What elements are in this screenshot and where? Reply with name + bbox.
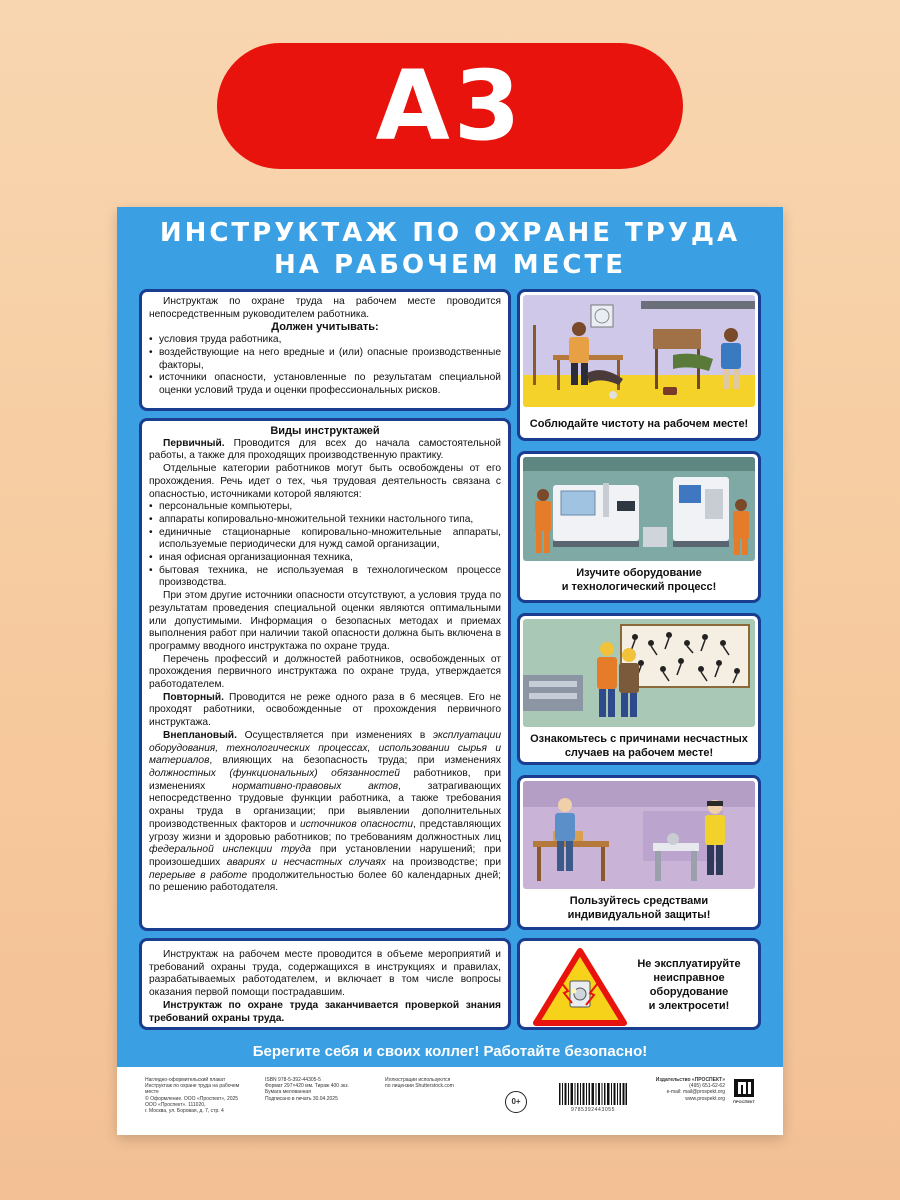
intro-list-item: • условия труда работника, [149,334,501,347]
exempt-list-item: • бытовая техника, не используемая в технологическом процессе производства. [149,565,501,590]
unplanned-text: на производстве; при [386,856,502,868]
format-badge [217,43,683,169]
format-badge-text: А3 [375,50,525,162]
warning-line: Не эксплуатируйте [637,958,741,970]
footer-line: месте [145,1089,159,1096]
accidents-caption [520,732,758,760]
exempt-list-item: • единичные стационарные копировально-множительные аппараты, используемые периодически для нужд самой организации, [149,527,501,552]
accidents-illustration [523,619,755,727]
repeat-text: Проводится не реже одного раза в 6 месяцев. Его не проходят работники, освобожденные от прохождения первичного инструктажа. [149,691,501,729]
poster-title-line1: ИНСТРУКТАЖ ПО ОХРАНЕ ТРУДА [159,218,741,248]
intro-paragraph: Инструктаж по охране труда на рабочем месте проводится непосредственным руководителем работника. [149,296,501,320]
equipment-illustration [523,457,755,561]
exempt-list-item: • персональные компьютеры, [149,501,501,514]
summary-paragraph: Инструктаж на рабочем месте проводится в объеме мероприятий и требований охраны труда, содержащихся в инструкциях и правилах, разрабатываемых работодателем, и включает в том числе вопросы оказания первой помощи пострадавшим. [149,949,501,999]
footer-line: г. Москва, ул. Боровая, д. 7, стр. 4 [145,1108,224,1115]
exempt-list [149,501,501,590]
barcode-number: 9785392443055 [571,1107,615,1114]
cleanliness-caption [520,417,758,431]
footer-line: Иллюстрации используются [385,1077,451,1083]
types-heading: Виды инструктажей [270,425,380,437]
equipment-caption [520,566,758,594]
protection-caption-line2: индивидуальной защиты! [567,909,711,921]
protection-caption-line1: Пользуйтесь средствами [569,895,709,907]
publisher-logo-icon [734,1079,754,1097]
warning-line: и электросети! [648,1000,730,1012]
publisher-site: www.prospekt.org [685,1095,725,1102]
unplanned-text: работников, при изменениях [149,767,502,792]
publisher-phone: (495) 651-62-62 [689,1083,725,1090]
footer-line: Бумага мелованная [265,1089,311,1096]
electric-hazard-icon [532,947,628,1027]
footer-col-license [385,1077,485,1089]
exempt-paragraph: Отдельные категории работников могут быть освобождены от его прохождения. Речь идет о тех, чья трудовая деятельность связана с опасностью, источниками которой являются: [149,463,501,500]
unplanned-text: , влияющих на безопасность труда; при изменениях [209,755,501,767]
poster-title [117,217,783,281]
footer-line: Формат 297×420 мм. Тираж 400 экз. [265,1083,349,1090]
card-accidents [517,613,761,765]
equipment-caption-line1: Изучите оборудование [576,567,702,579]
intro-list-item: • воздействующие на него вредные и (или) опасные производственные факторы, [149,347,501,372]
intro-box [139,289,511,411]
publisher-logo-text: ПРОСПЕКТ [732,1099,756,1105]
protection-caption [520,894,758,922]
primary-paragraph [149,438,501,463]
intro-list-item: • источники опасности, установленные по результатам специальной оценки условий труда и оценки профессиональных рисков. [149,372,501,397]
warning-line: оборудование [649,986,729,998]
summary-box [139,938,511,1030]
types-box [139,418,511,931]
repeat-label: Повторный. [163,691,224,703]
list-paragraph: Перечень профессий и должностей работников, освобожденных от прохождения первичного инструктажа по охране труда, утверждается работодателем. [149,653,501,691]
primary-label: Первичный. [163,437,225,449]
poster-slogan: Берегите себя и своих коллег! Работайте безопасно! [252,1043,648,1060]
unplanned-italic: федеральной инспекции труда [149,844,312,856]
unplanned-label: Внеплановый. [163,729,237,741]
protection-illustration [523,781,755,889]
card-warning [517,938,761,1030]
unplanned-italic: эксплуатации оборудования, технологических процессах, использовании сырья и материалов [149,729,501,767]
exempt-list-item: • иная офисная организационная техника, [149,552,501,565]
warning-line: неисправное [653,972,725,984]
cleanliness-caption-line1: Соблюдайте чистоту на рабочем месте! [529,418,749,430]
age-rating-badge: 0+ [505,1091,527,1113]
publisher-name: Издательство «ПРОСПЕКТ» [655,1077,725,1083]
footer-col-imprint [145,1077,265,1114]
accidents-caption-line1: Ознакомьтесь с причинами несчастных [530,733,748,745]
publisher-logo [731,1079,757,1105]
unplanned-italic: авариях и несчастных случаях [226,856,387,868]
summary-bold-paragraph: Инструктаж по охране труда заканчивается проверкой знания требований охраны труда. [149,999,501,1024]
footer-line: ООО «Проспект». 111020, [145,1101,206,1108]
footer-line: по лицензии Shutterstock.com [385,1083,454,1090]
poster-title-line2: НА РАБОЧЕМ МЕСТЕ [274,250,626,280]
unplanned-text: , затрагивающих непосредственно трудовые функции работника, а также требования охраны труда в организации; при выявлении дополнительных производственных факторов и [149,780,501,830]
poster [117,207,783,1135]
unplanned-text: при установлении нарушений; при произошедших [149,844,502,868]
footer-line: ISBN 978-5-392-44305-5 [265,1077,321,1083]
card-cleanliness [517,289,761,441]
unplanned-italic: перерыве в работе [149,869,248,881]
cleanliness-illustration [523,295,755,407]
unplanned-italic: нормативно-правовых актов [232,780,399,792]
card-equipment [517,451,761,603]
footer-col-publisher [637,1077,725,1102]
intro-heading: Должен учитывать: [271,321,379,334]
card-protection [517,775,761,930]
exempt-list-item: • аппараты копировально-множительной техники настольного типа, [149,514,501,527]
unplanned-italic: источников опасности [299,818,414,830]
barcode-icon [559,1083,627,1105]
no-other-paragraph: При этом другие источники опасности отсутствуют, а условия труда по результатам проведения специальной оценки являются оптимальными или допустимыми. Информация о безопасных методах и приемах выполнения работ при наличии такой опасности должна быть включена в программу вводного инструктажа по охране труда. [149,590,501,652]
footer-line: © Оформление. ООО «Проспект», 2025 [145,1095,239,1102]
repeat-paragraph [149,692,501,730]
unplanned-text: продолжительностью более 60 календарных дней; по решению работодателя. [149,869,501,894]
primary-text: Проводится для всех до начала самостоятельной работы, а также для проходящих производственную практику. [149,437,501,462]
unplanned-text: Осуществляется при изменениях в [236,729,433,741]
footer-line: Инструктаж по охране труда на рабочем [145,1083,240,1090]
accidents-caption-line2: случаев на рабочем месте! [564,747,714,759]
equipment-caption-line2: и технологический процесс! [561,581,717,593]
unplanned-paragraph [149,730,501,895]
warning-text [624,957,754,1013]
footer-line: Наглядно-оформительский плакат [145,1077,226,1083]
barcode [559,1083,627,1113]
publisher-email: e-mail: mail@prospekt.org [666,1089,725,1096]
poster-footer [117,1067,783,1135]
unplanned-italic: должностных (функциональных) обязанностей [149,767,400,779]
footer-col-isbn [265,1077,385,1102]
intro-list [149,334,501,398]
unplanned-text: , представляющих угрозу жизни и здоровью работников; по требованиям должностных лиц [149,818,501,843]
footer-line: Подписано в печать 30.04.2025 [265,1095,338,1102]
